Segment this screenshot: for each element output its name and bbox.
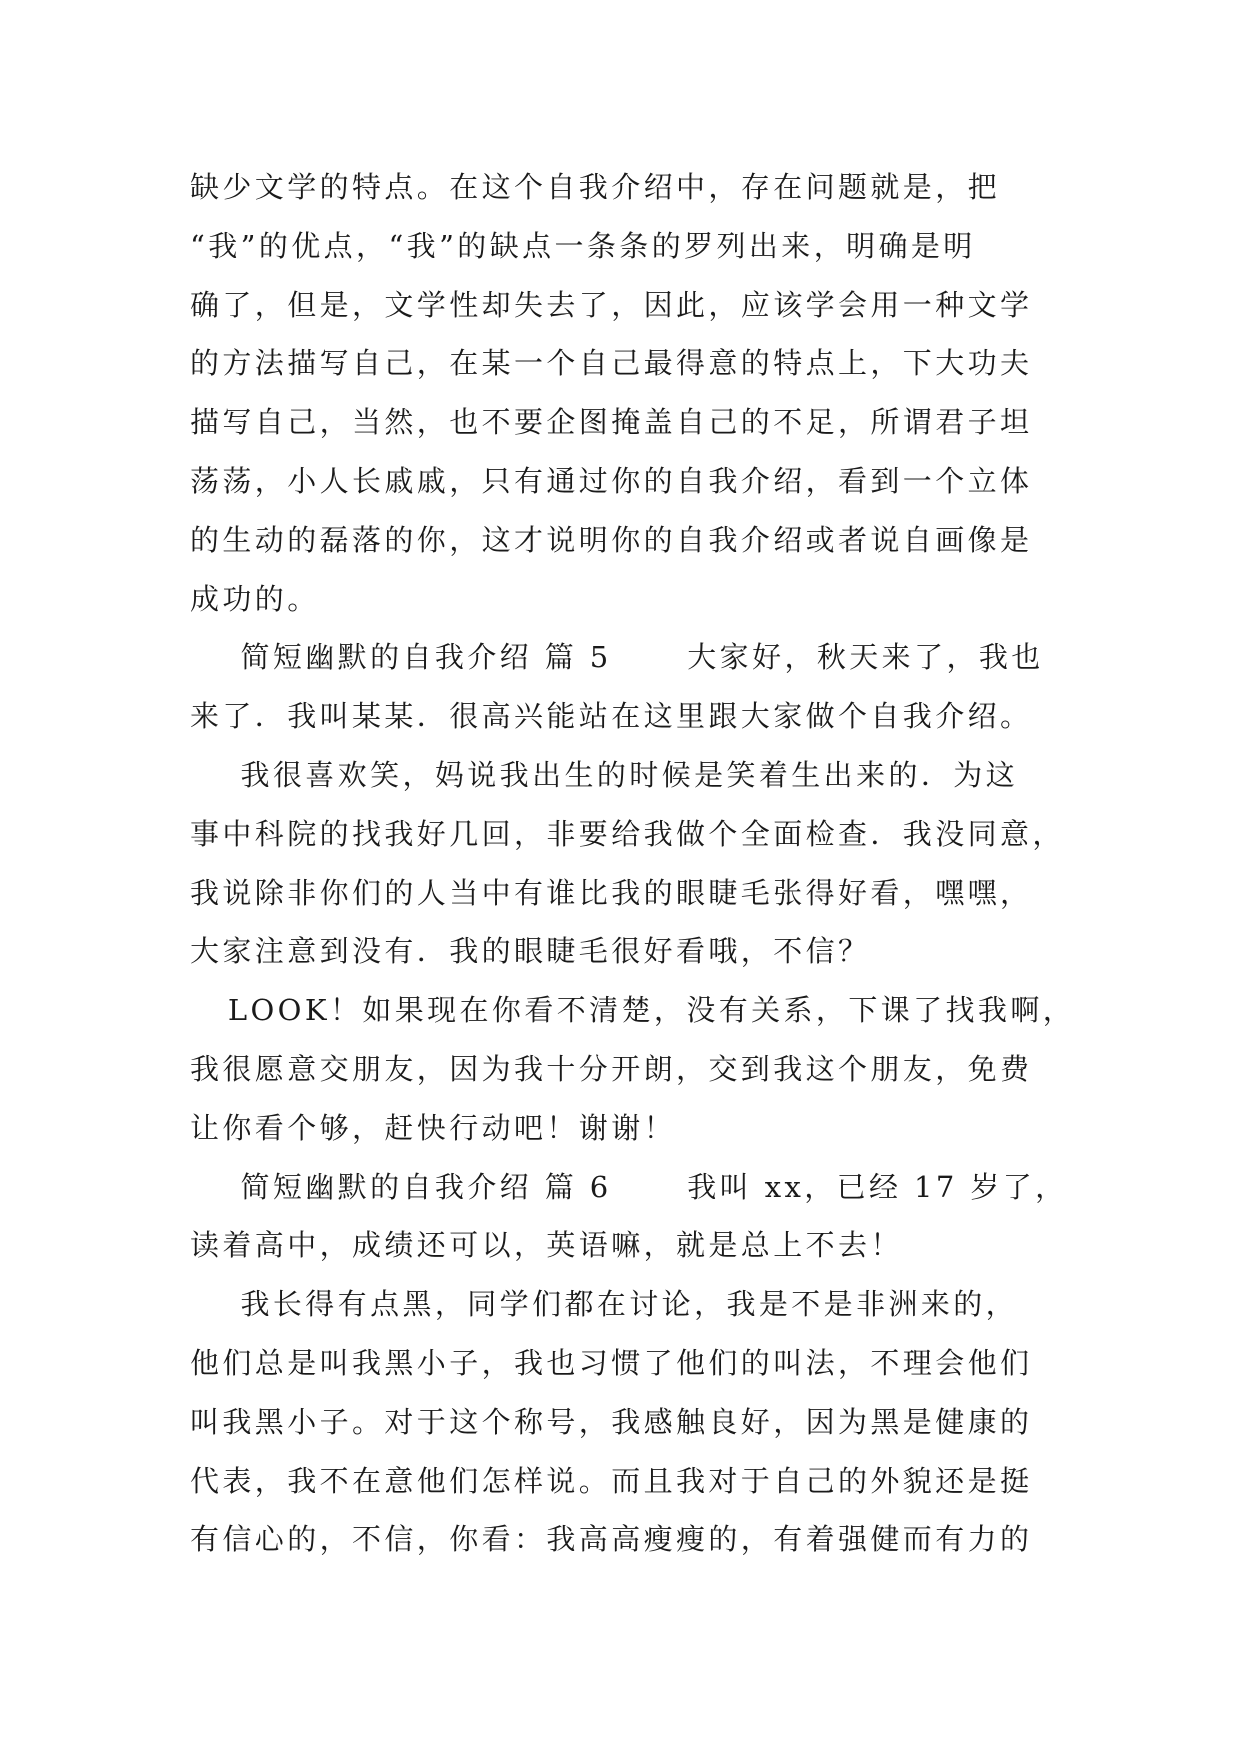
text-line: 描写自己，当然，也不要企图掩盖自己的不足，所谓君子坦 bbox=[190, 405, 1033, 440]
text-line: 我很愿意交朋友，因为我十分开朗，交到我这个朋友，免费 bbox=[190, 1051, 1033, 1086]
text-line: 叫我黑小子。对于这个称号，我感触良好，因为黑是健康的 bbox=[190, 1404, 1033, 1439]
text-line: LOOK！如果现在你看不清楚，没有关系，下课了找我啊， bbox=[190, 993, 1076, 1028]
text-line: 大家注意到没有．我的眼睫毛很好看哦，不信？ bbox=[190, 934, 871, 969]
text-line: 确了，但是，文学性却失去了，因此，应该学会用一种文学 bbox=[190, 287, 1033, 322]
text-line: 我很喜欢笑，妈说我出生的时候是笑着生出来的．为这 bbox=[190, 757, 1019, 792]
text-line: 有信心的，不信，你看：我高高瘦瘦的，有着强健而有力的 bbox=[190, 1522, 1033, 1557]
text-line: 的方法描写自己，在某一个自己最得意的特点上，下大功夫 bbox=[190, 346, 1033, 381]
section-heading-line: 简短幽默的自我介绍 篇 6 我叫 xx，已经 17 岁了， bbox=[190, 1169, 1068, 1204]
body-text bbox=[190, 158, 1076, 1569]
text-line: 荡荡，小人长戚戚，只有通过你的自我介绍，看到一个立体 bbox=[190, 463, 1033, 498]
text-line: 来了．我叫某某．很高兴能站在这里跟大家做个自我介绍。 bbox=[190, 699, 1033, 734]
section-heading-line: 简短幽默的自我介绍 篇 5 大家好，秋天来了，我也 bbox=[190, 640, 1044, 675]
text-line: 他们总是叫我黑小子，我也习惯了他们的叫法，不理会他们 bbox=[190, 1345, 1033, 1380]
text-line: 缺少文学的特点。在这个自我介绍中，存在问题就是，把 bbox=[190, 170, 1001, 204]
text-line: 我长得有点黑，同学们都在讨论，我是不是非洲来的， bbox=[190, 1287, 1019, 1322]
text-line: 的生动的磊落的你，这才说明你的自我介绍或者说自画像是 bbox=[190, 522, 1033, 557]
text-line: 成功的。 bbox=[190, 581, 320, 616]
text-line: 让你看个够，赶快行动吧！谢谢！ bbox=[190, 1110, 677, 1145]
text-line: “我”的优点，“我”的缺点一条条的罗列出来，明确是明 bbox=[190, 228, 976, 263]
text-line: 事中科院的找我好几回，非要给我做个全面检查．我没同意， bbox=[190, 816, 1065, 851]
text-line: 我说除非你们的人当中有谁比我的眼睫毛张得好看，嘿嘿， bbox=[190, 875, 1033, 910]
text-line: 代表，我不在意他们怎样说。而且我对于自己的外貌还是挺 bbox=[190, 1463, 1033, 1498]
text-line: 读着高中，成绩还可以，英语嘛，就是总上不去！ bbox=[190, 1228, 903, 1263]
